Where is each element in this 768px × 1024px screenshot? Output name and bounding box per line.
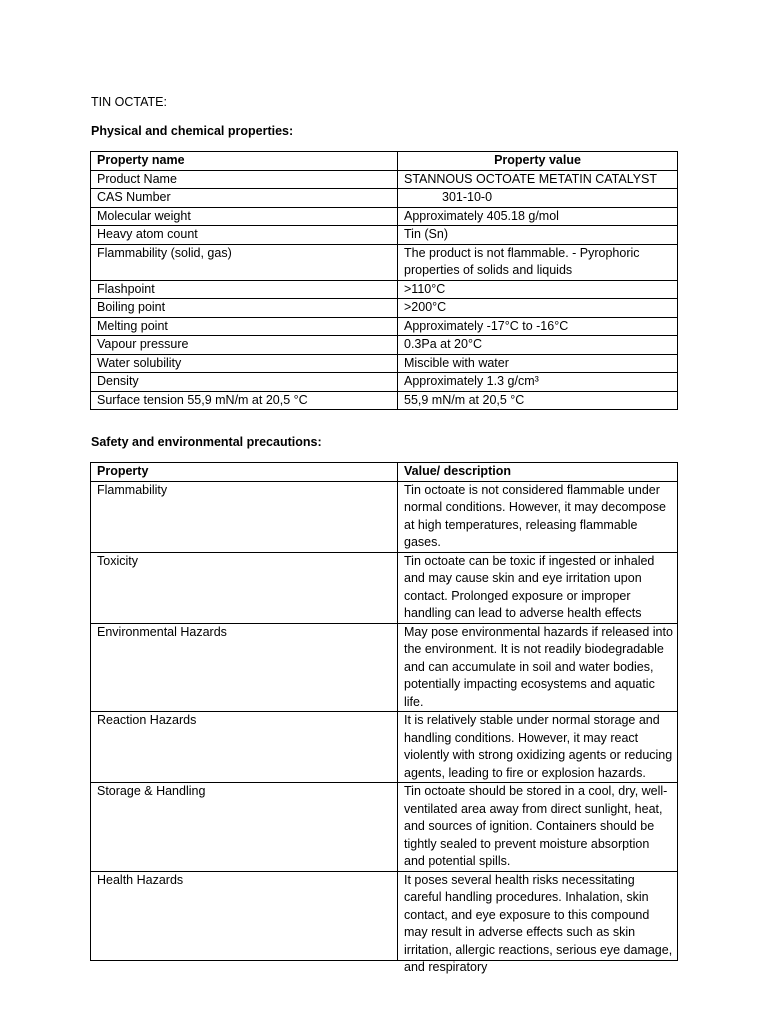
table-row: [91, 299, 678, 318]
table-row: [91, 189, 678, 208]
truncated-description: It poses several health risks necessitating careful handling procedures. Inhalation, skin contact, and eye exposure to this compound may result in adverse effects such as skin irritation, allergic reactions, serious eye damage, and respiratory: [404, 872, 673, 974]
property-name-cell: Flashpoint: [91, 280, 398, 299]
table-row: [91, 871, 678, 960]
table-row: [91, 226, 678, 245]
table-row: [91, 373, 678, 392]
table-row: [91, 354, 678, 373]
column-header-property-name: Property name: [91, 152, 398, 171]
property-description-cell: Tin octoate can be toxic if ingested or inhaled and may cause skin and eye irritation upon contact. Prolonged exposure or improper handling can lead to adverse health effects: [398, 552, 678, 623]
property-value-cell: Miscible with water: [398, 354, 678, 373]
property-name-cell: Product Name: [91, 170, 398, 189]
table-row: [91, 336, 678, 355]
property-name-cell: Density: [91, 373, 398, 392]
column-header-property-value: Property value: [398, 152, 678, 171]
table-row: [91, 623, 678, 712]
property-name-cell: Heavy atom count: [91, 226, 398, 245]
property-name-cell: Molecular weight: [91, 207, 398, 226]
physical-properties-table: [90, 151, 678, 410]
property-value-cell: STANNOUS OCTOATE METATIN CATALYST: [398, 170, 678, 189]
property-value-cell: Approximately 1.3 g/cm³: [398, 373, 678, 392]
property-name-cell: Vapour pressure: [91, 336, 398, 355]
property-name-cell: Water solubility: [91, 354, 398, 373]
property-description-cell: [398, 871, 678, 974]
table-row: [91, 481, 678, 552]
property-description-cell: It is relatively stable under normal storage and handling conditions. However, it may react violently with strong oxidizing agents or reducing agents, leading to fire or explosion hazards.: [398, 712, 678, 783]
column-header-value-description: Value/ description: [398, 463, 678, 482]
property-value-cell: >200°C: [398, 299, 678, 318]
table-row: [91, 712, 678, 783]
property-value-cell: Approximately 405.18 g/mol: [398, 207, 678, 226]
document-title: TIN OCTATE:: [91, 95, 167, 109]
table-row: [91, 391, 678, 410]
table-header-row: [91, 152, 678, 171]
column-header-property: Property: [91, 463, 398, 482]
property-name-cell: Flammability: [91, 481, 398, 552]
property-name-cell: Reaction Hazards: [91, 712, 398, 783]
property-name-cell: Health Hazards: [91, 871, 398, 960]
table-row: [91, 552, 678, 623]
property-value-cell: 301-10-0: [398, 189, 678, 208]
property-name-cell: Flammability (solid, gas): [91, 244, 398, 280]
property-name-cell: Melting point: [91, 317, 398, 336]
property-value-cell: The product is not flammable. - Pyrophoric properties of solids and liquids: [398, 244, 678, 280]
property-value-cell: 0.3Pa at 20°C: [398, 336, 678, 355]
property-name-cell: Boiling point: [91, 299, 398, 318]
table-row: [91, 170, 678, 189]
property-name-cell: Environmental Hazards: [91, 623, 398, 712]
safety-precautions-table: [90, 462, 678, 974]
property-value-cell: Tin (Sn): [398, 226, 678, 245]
table-row: [91, 317, 678, 336]
section-heading-physical-chemical: Physical and chemical properties:: [91, 124, 294, 138]
property-name-cell: CAS Number: [91, 189, 398, 208]
table-row: [91, 280, 678, 299]
property-description-cell: Tin octoate should be stored in a cool, dry, well-ventilated area away from direct sunlight, heat, and sources of ignition. Containers should be tightly sealed to prevent moisture absorption and potential spills.: [398, 783, 678, 872]
property-name-cell: Toxicity: [91, 552, 398, 623]
section-heading-safety-environmental: Safety and environmental precautions:: [91, 435, 322, 449]
table-header-row: [91, 463, 678, 482]
property-value-cell: >110°C: [398, 280, 678, 299]
property-description-cell: Tin octoate is not considered flammable under normal conditions. However, it may decompose at high temperatures, releasing flammable gases.: [398, 481, 678, 552]
table-row: [91, 207, 678, 226]
property-name-cell: Surface tension 55,9 mN/m at 20,5 °C: [91, 391, 398, 410]
property-value-cell: 55,9 mN/m at 20,5 °C: [398, 391, 678, 410]
property-name-cell: Storage & Handling: [91, 783, 398, 872]
property-value-cell: Approximately -17°C to -16°C: [398, 317, 678, 336]
property-description-cell: May pose environmental hazards if released into the environment. It is not readily biodegradable and can accumulate in soil and water bodies, potentially impacting ecosystems and aquatic life.: [398, 623, 678, 712]
table-row: [91, 783, 678, 872]
table-row: [91, 244, 678, 280]
